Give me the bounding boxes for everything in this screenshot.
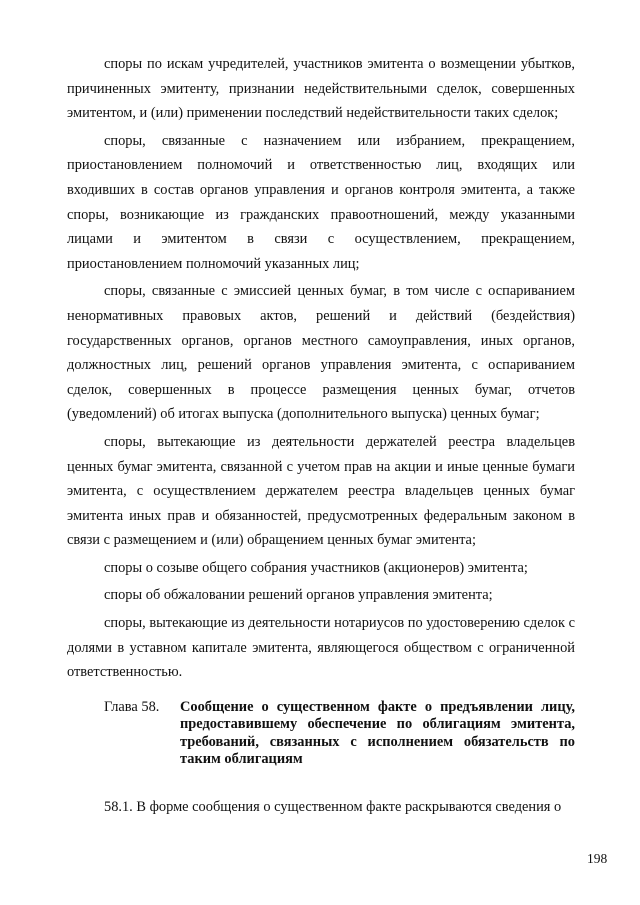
paragraph-appeal-disputes: споры об обжаловании решений органов управления эмитента; — [104, 587, 493, 604]
chapter-title: Сообщение о существенном факте о предъявлении лицу, предоставившему обеспечение по облигациям эмитента, требований, связанных с исполнением обязательств по таким облигациям — [180, 698, 575, 768]
section-58-1-text: 58.1. В форме сообщения о существенном факте раскрываются сведения о — [104, 798, 562, 815]
document-page — [67, 52, 575, 819]
chapter-label: Глава 58. — [104, 698, 160, 715]
paragraph-registry-disputes: споры, вытекающие из деятельности держателей реестра владельцев ценных бумаг эмитента, связанной с учетом прав на акции и иные ценные бумаги эмитента, с осуществлением держателем реестра владельцев ценных бумаг эмитента иных прав и обязанностей, предусмотренных федеральным законом в связи с размещением и (или) обращением ценных бумаг эмитента; — [67, 433, 575, 549]
page-number: 198 — [587, 851, 608, 866]
paragraph-management-disputes: споры, связанные с назначением или избранием, прекращением, приостановлением полномочий и ответственностью лиц, входящих или входивших в состав органов управления и органов контроля эмитента, а также споры, возникающие из гражданских правоотношений, между указанными лицами и эмитентом в связи с осуществлением, прекращением, приостановлением полномочий указанных лиц; — [67, 132, 575, 272]
paragraph-general-meeting-disputes: споры о созыве общего собрания участников (акционеров) эмитента; — [104, 559, 528, 576]
paragraph-notary-disputes: споры, вытекающие из деятельности нотариусов по удостоверению сделок с долями в уставном капитале эмитента, являющегося обществом с ограниченной ответственностью. — [67, 615, 575, 681]
paragraph-founders-claims: споры по искам учредителей, участников эмитента о возмещении убытков, причиненных эмитенту, признании недействительными сделок, совершенных эмитентом, и (или) применении последствий недействительности таких сделок; — [67, 56, 575, 122]
chapter-heading — [67, 699, 575, 769]
paragraph-securities-emission-disputes: споры, связанные с эмиссией ценных бумаг, в том числе с оспариванием ненормативных правовых актов, решений и действий (бездействия) государственных органов, органов местного самоуправления, иных органов, должностных лиц, решений органов управления эмитента, с оспариванием сделок, совершенных в процессе размещения ценных бумаг, отчетов (уведомлений) об итогах выпуска (дополнительного выпуска) ценных бумаг; — [67, 283, 575, 423]
